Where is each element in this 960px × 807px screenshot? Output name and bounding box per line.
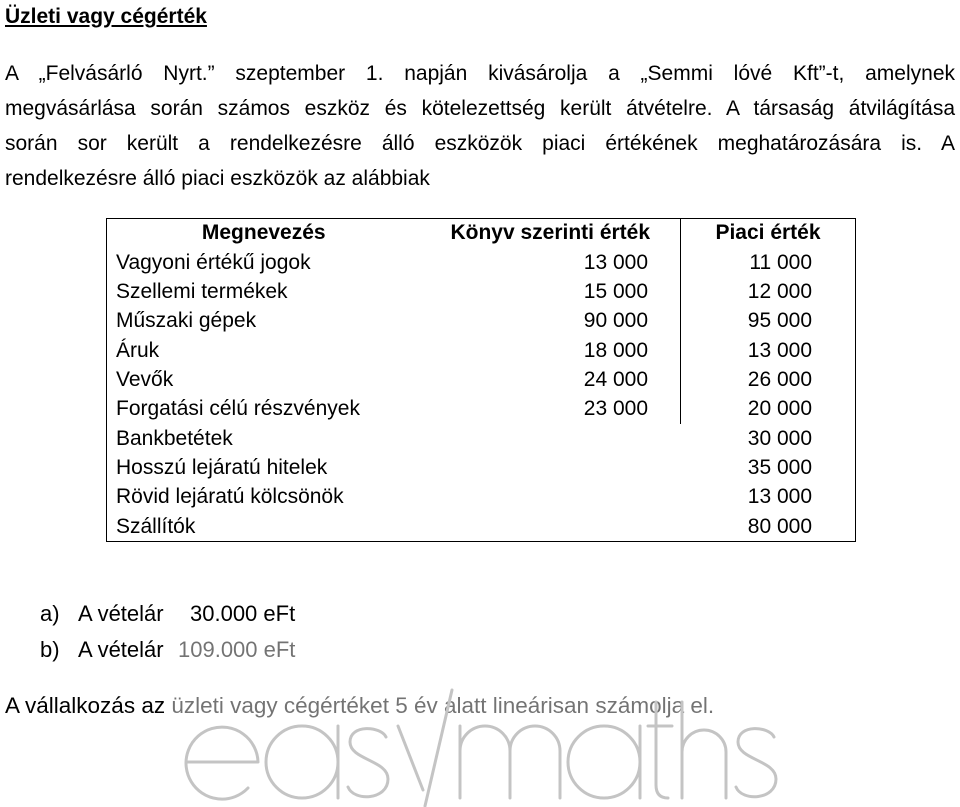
- header-name: Megnevezés: [201, 221, 326, 245]
- row-market-value: 35 000: [747, 456, 812, 480]
- row-book-value: 18 000: [583, 338, 648, 362]
- case-item-b: [0, 635, 400, 665]
- table-row: [107, 453, 856, 482]
- row-book-value: [421, 453, 681, 482]
- case-label: b): [40, 637, 60, 662]
- table-row: [107, 336, 856, 365]
- logo-letter-e: [186, 727, 258, 799]
- row-market-value: 12 000: [681, 277, 856, 306]
- case-text: A vételár: [78, 601, 164, 626]
- intro-paragraph: [5, 56, 955, 196]
- table-row: [107, 424, 856, 453]
- header-book-value: Könyv szerinti érték: [450, 221, 651, 245]
- table-row: [107, 395, 856, 424]
- intro-line: megvásárlása során számos eszköz és kötelezettség került átvételre. A társaság átvilágítása: [5, 97, 955, 120]
- row-book-value: 24 000: [583, 367, 648, 391]
- case-price-value: 109.000 eFt: [178, 637, 296, 662]
- document-title: Üzleti vagy cégérték: [5, 5, 207, 28]
- case-text: A vételár: [78, 637, 164, 662]
- logo-letter-m: [460, 726, 560, 798]
- table-row: [107, 512, 856, 541]
- intro-line: rendelkezésre álló piaci eszközök az alábbiak: [5, 167, 430, 190]
- table-row: [107, 365, 856, 394]
- table-row: [107, 248, 856, 277]
- logo-letter-a: [266, 726, 338, 798]
- assets-table: [106, 218, 856, 542]
- intro-line: A „Felvásárló Nyrt.” szeptember 1. napján kivásárolja a „Semmi lóvé Kft”-t, amelynek: [5, 62, 955, 85]
- row-market-value: 26 000: [681, 365, 856, 394]
- logo-letter-a: [568, 726, 640, 798]
- row-book-value: [421, 483, 681, 512]
- row-market-value: 20 000: [681, 395, 856, 424]
- row-name: Áruk: [116, 338, 160, 362]
- logo-letter-s: [348, 729, 388, 797]
- case-item-a: [0, 599, 400, 629]
- table-header-row: [107, 219, 856, 248]
- row-name: Rövid lejáratú kölcsönök: [116, 485, 344, 509]
- row-book-value: 13 000: [583, 250, 648, 274]
- row-book-value: 15 000: [583, 279, 648, 303]
- row-market-value: 80 000: [747, 514, 812, 538]
- row-name: Szellemi termékek: [116, 279, 288, 303]
- row-book-value: [421, 424, 681, 453]
- row-book-value: 23 000: [583, 397, 648, 421]
- logo-letter-s: [736, 729, 776, 797]
- row-name: Forgatási célú részvények: [116, 397, 360, 421]
- row-book-value: 90 000: [583, 309, 648, 333]
- closing-sentence: A vállalkozás az üzleti vagy cégértéket 5 év alatt lineárisan számolja el.: [5, 693, 715, 718]
- row-market-value: 95 000: [681, 307, 856, 336]
- row-market-value: 11 000: [681, 248, 856, 277]
- intro-line: során sor került a rendelkezésre álló eszközök piaci értékének meghatározására is. A: [5, 132, 955, 155]
- row-name: Hosszú lejáratú hitelek: [116, 456, 328, 480]
- row-name: Műszaki gépek: [116, 309, 257, 333]
- table-row: [107, 277, 856, 306]
- row-market-value: 13 000: [681, 336, 856, 365]
- case-label: a): [40, 601, 60, 626]
- row-name: Szállítók: [116, 514, 196, 538]
- row-name: Bankbetétek: [116, 426, 233, 450]
- table-row: [107, 483, 856, 512]
- case-price-value: 30.000 eFt: [190, 601, 296, 626]
- row-book-value: [421, 512, 681, 541]
- row-name: Vevők: [116, 367, 174, 391]
- row-market-value: 13 000: [747, 485, 812, 509]
- header-market-value: Piaci érték: [681, 219, 856, 248]
- table-row: [107, 307, 856, 336]
- row-name: Vagyoni értékű jogok: [116, 250, 311, 274]
- row-market-value: 30 000: [747, 426, 812, 450]
